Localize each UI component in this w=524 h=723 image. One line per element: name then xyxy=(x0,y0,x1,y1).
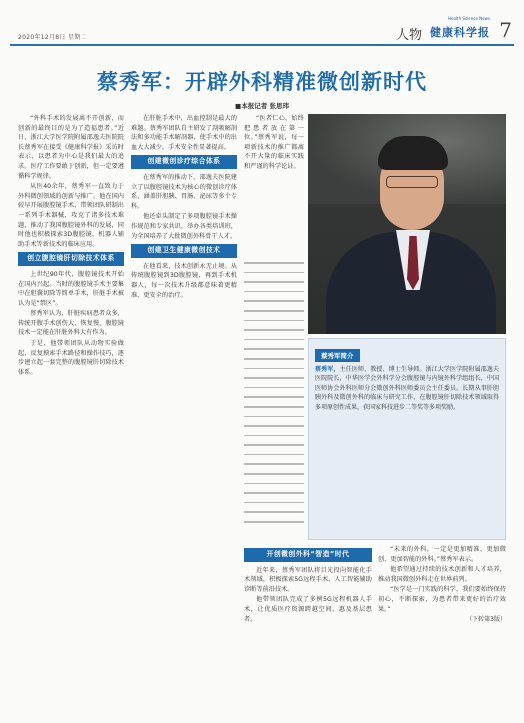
newspaper-name-english: Health Science News xyxy=(448,16,490,21)
paragraph: 上世纪90年代，腹腔镜技术开始在国内兴起。当时的腹腔镜手术主要集中在胆囊切除等简单手术，肝脏手术被认为是“禁区”。 xyxy=(18,270,124,307)
continued-note: （下转第3版） xyxy=(466,616,506,624)
profile-title: 蔡秀军简介 xyxy=(315,349,360,362)
article-column-3 xyxy=(244,114,304,258)
issue-date: 2020年12月8日 星期二 xyxy=(18,34,87,41)
newspaper-name: 健康科学报 xyxy=(430,26,490,39)
section-subhead: 开创微创外科“智造”时代 xyxy=(244,548,372,562)
profile-name: 蔡秀军， xyxy=(315,366,340,373)
paragraph: 近年来，蔡秀军团队将目光投向智能化手术领域，积极探索5G远程手术、人工智能辅助诊断等前沿技术。 xyxy=(244,566,372,593)
section-subhead: 创立腹腔镜肝切除技术体系 xyxy=(18,252,124,266)
article-column-1 xyxy=(18,114,124,709)
paragraph: “未来的外科，一定是更加精准、更加微创、更加智能的外科。”蔡秀军表示。 xyxy=(378,546,506,563)
paragraph: 在蔡秀军的推动下，邵逸夫医院建立了以腹腔镜技术为核心的微创诊疗体系，涵盖肝胆胰、胃肠、泌尿等多个专科。 xyxy=(131,173,237,210)
section-subhead: 创建卫生健康微创技术 xyxy=(131,244,237,258)
article-column-5 xyxy=(378,545,506,709)
paragraph: “医学是一门实践的科学，我们要始终保持初心，不断探索，为患者带来更好的治疗效果。” xyxy=(378,586,506,613)
paragraph: 于是，他带领团队从动物实验做起，反复摸索手术路径和操作技巧，逐步建立起一套完整的腹腔镜肝切除技术体系。 xyxy=(18,340,124,376)
page-header xyxy=(10,18,514,44)
section-subhead: 创建微创诊疗综合体系 xyxy=(131,155,237,169)
paragraph: 从医40余年，蔡秀军一直致力于外科微创领域的创新与推广。他在国内较早开展腹腔镜手术，带领团队研制出一系列手术器械，攻克了诸多技术难题，推动了我国腹腔镜外科的发展，同时他也积极探索3D腹腔镜、机器人辅助手术等新技术的临床应用。 xyxy=(18,183,124,248)
paragraph: “外科手术的发展离不开创新，而创新的最终目的是为了造福患者。”近日，浙江大学医学院附属邵逸夫医院院长蔡秀军在接受《健康科学报》采访时表示，以患者为中心是我们最大的追求。医疗工作要敢于创新，但一定要遵循科学规律。 xyxy=(18,115,124,180)
profile-text xyxy=(315,365,499,412)
paragraph: “医者仁心，始终把患者放在第一位。”蔡秀军说，每一项新技术的推广都离不开大量的临床实践和严谨的科学论证。 xyxy=(244,115,304,170)
paragraph: 在他看来，技术创新永无止境。从传统腹腔镜到3D腹腔镜，再到手术机器人，每一次技术升级都意味着更精准、更安全的治疗。 xyxy=(131,262,237,299)
profile-body: 主任医师、教授、博士生导师。浙江大学医学院附属邵逸夫医院院长，中华医学会外科学分会腹腔镜与内镜外科学组组长，中国医师协会外科医师分会微创外科医师委员会主任委员。长期从事肝胆胰外科及微创外科的临床与研究工作，在腹腔镜肝切除技术领域取得多项原创性成果，获国家科技进步二等奖等多项奖励。 xyxy=(315,366,499,411)
paragraph: 他带领团队完成了多例5G远程机器人手术，让优质医疗资源跨越空间，惠及基层患者。 xyxy=(244,596,372,623)
paragraph: 在肝脏手术中，出血控制是最大的难题。蔡秀军团队自主研发了刮吸解剖法和多功能手术解剖器，使手术中的出血大大减少，手术安全性显著提高。 xyxy=(131,115,237,151)
article-column-3-continued xyxy=(244,262,304,540)
page-number: 7 xyxy=(499,18,512,42)
article-headline: 蔡秀军：开辟外科精准微创新时代 xyxy=(97,70,427,94)
paragraph: 他希望通过持续的技术创新和人才培养，推动我国微创外科走在世界前列。 xyxy=(378,566,506,583)
article-byline: ■本报记者 张思玮 xyxy=(235,102,289,110)
section-name: 人物 xyxy=(395,28,422,43)
article-column-2 xyxy=(131,114,237,709)
article-column-4 xyxy=(244,545,372,709)
paragraph: 蔡秀军认为，肝脏疾病患者众多，传统开腹手术创伤大、恢复慢，腹腔镜技术一定能在肝脏外科大有作为。 xyxy=(18,310,124,337)
profile-box xyxy=(308,338,506,540)
paragraph: 他还牵头制定了多项腹腔镜手术操作规范和专家共识，举办各类培训班，为全国培养了大批微创外科骨干人才。 xyxy=(131,213,237,240)
portrait-photo xyxy=(308,114,506,334)
header-rule xyxy=(10,44,514,46)
